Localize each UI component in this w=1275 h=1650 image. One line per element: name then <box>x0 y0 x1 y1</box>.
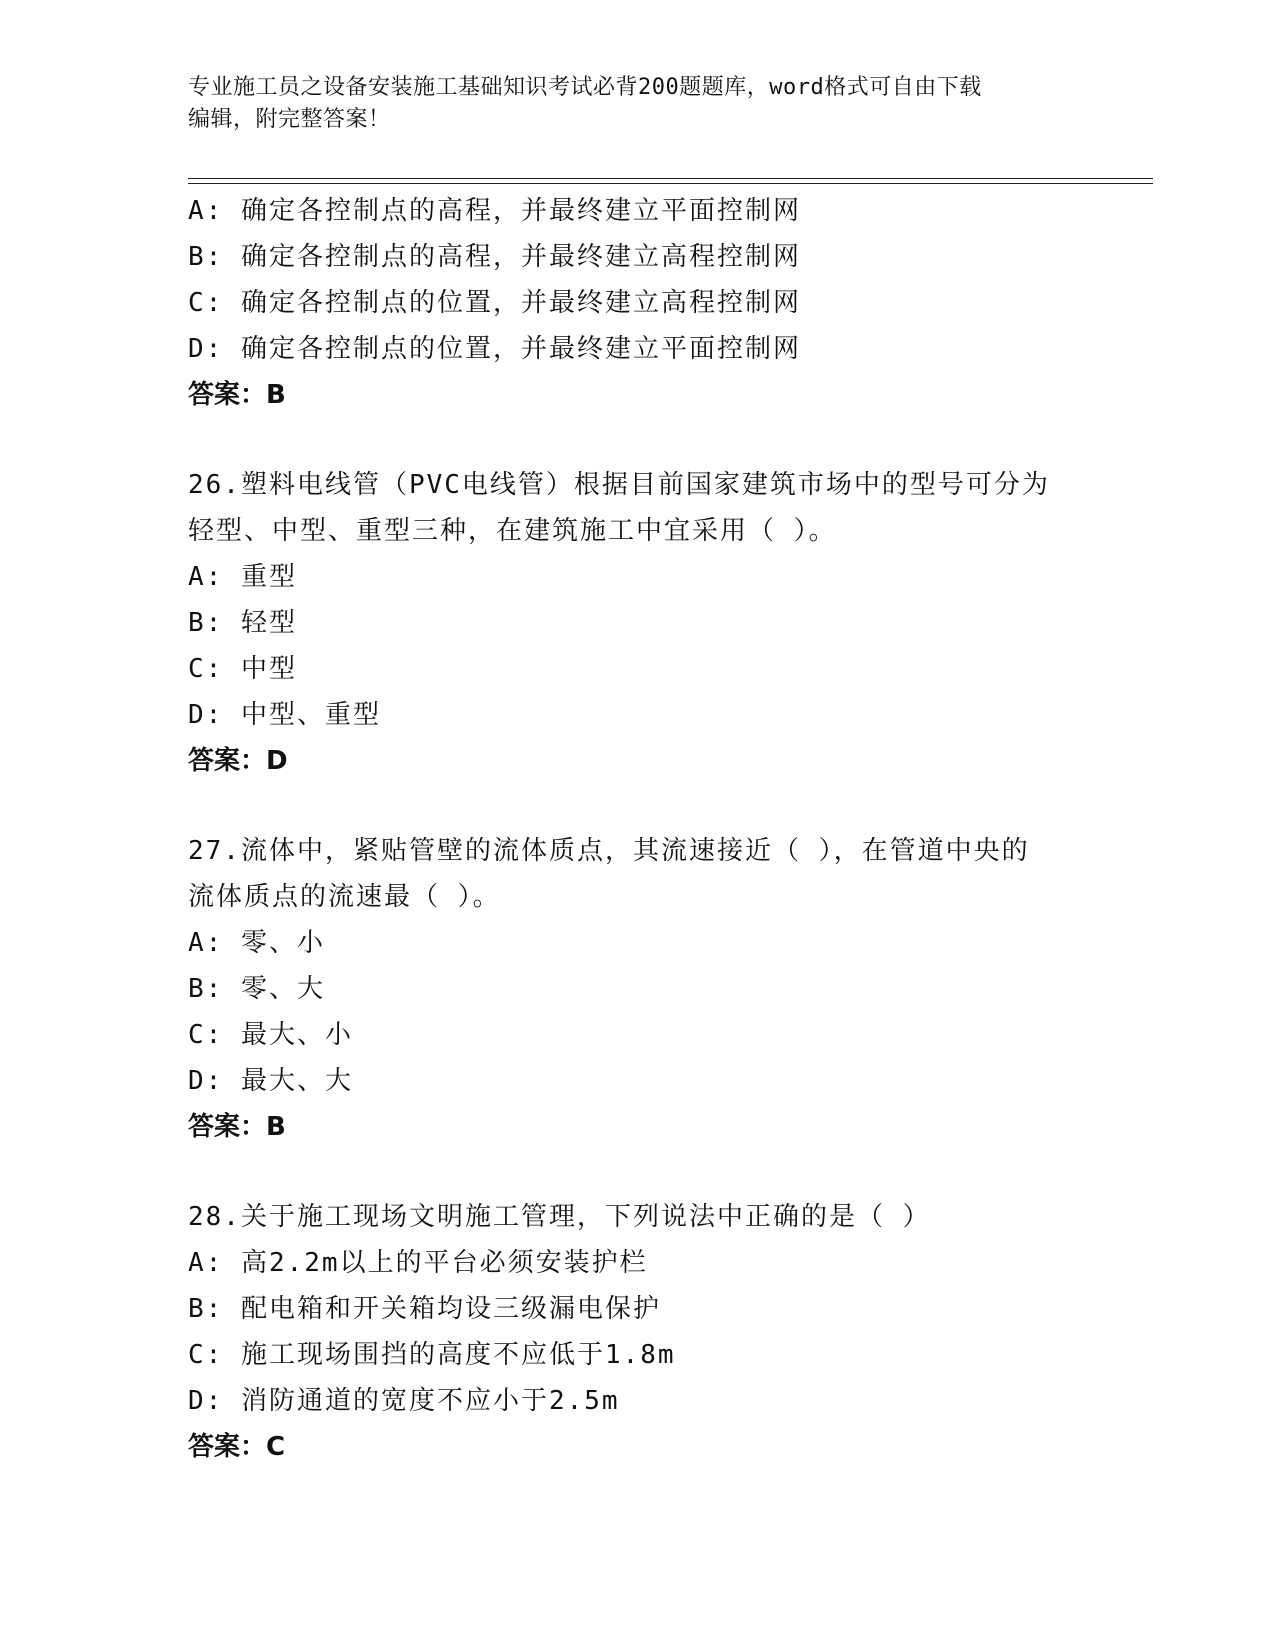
option-d: D: 最大、大 <box>188 1066 353 1096</box>
option-c: C: 确定各控制点的位置，并最终建立高程控制网 <box>188 288 801 318</box>
option-b: B: 零、大 <box>188 974 325 1004</box>
answer-line: 答案：D <box>188 746 288 776</box>
header-title-line-1: 专业施工员之设备安装施工基础知识考试必背200题题库，word格式可自由下载 <box>188 75 982 100</box>
question-stem-line: 轻型、中型、重型三种，在建筑施工中宜采用（ ）。 <box>188 516 837 546</box>
answer-line: 答案：C <box>188 1432 286 1462</box>
question-stem-line: 流体质点的流速最（ ）。 <box>188 882 501 912</box>
option-c: C: 最大、小 <box>188 1020 353 1050</box>
question-carryover <box>188 188 1088 418</box>
option-b: B: 轻型 <box>188 608 297 638</box>
question-content <box>188 188 1088 1470</box>
answer-line: 答案：B <box>188 380 286 410</box>
question-26 <box>188 462 1088 784</box>
option-a: A: 零、小 <box>188 928 325 958</box>
header-divider-bottom <box>188 183 1153 184</box>
option-d: D: 中型、重型 <box>188 700 381 730</box>
option-c: C: 中型 <box>188 654 297 684</box>
option-d: D: 消防通道的宽度不应小于2.5m <box>188 1386 620 1416</box>
option-c: C: 施工现场围挡的高度不应低于1.8m <box>188 1340 676 1370</box>
option-a: A: 高2.2m以上的平台必须安装护栏 <box>188 1248 648 1278</box>
option-a: A: 确定各控制点的高程，并最终建立平面控制网 <box>188 196 801 226</box>
question-stem-line: 27.流体中，紧贴管壁的流体质点，其流速接近（ ），在管道中央的 <box>188 836 1030 866</box>
document-header <box>188 72 1088 136</box>
header-title-line-2: 编辑，附完整答案！ <box>188 107 391 132</box>
question-stem-line: 26.塑料电线管（PVC电线管）根据目前国家建筑市场中的型号可分为 <box>188 470 1050 500</box>
answer-line: 答案：B <box>188 1112 286 1142</box>
question-stem-line: 28.关于施工现场文明施工管理，下列说法中正确的是（ ） <box>188 1202 931 1232</box>
header-divider-top <box>188 178 1153 179</box>
option-a: A: 重型 <box>188 562 297 592</box>
option-b: B: 确定各控制点的高程，并最终建立高程控制网 <box>188 242 801 272</box>
option-b: B: 配电箱和开关箱均设三级漏电保护 <box>188 1294 661 1324</box>
question-28 <box>188 1194 1088 1470</box>
option-d: D: 确定各控制点的位置，并最终建立平面控制网 <box>188 334 801 364</box>
question-27 <box>188 828 1088 1150</box>
